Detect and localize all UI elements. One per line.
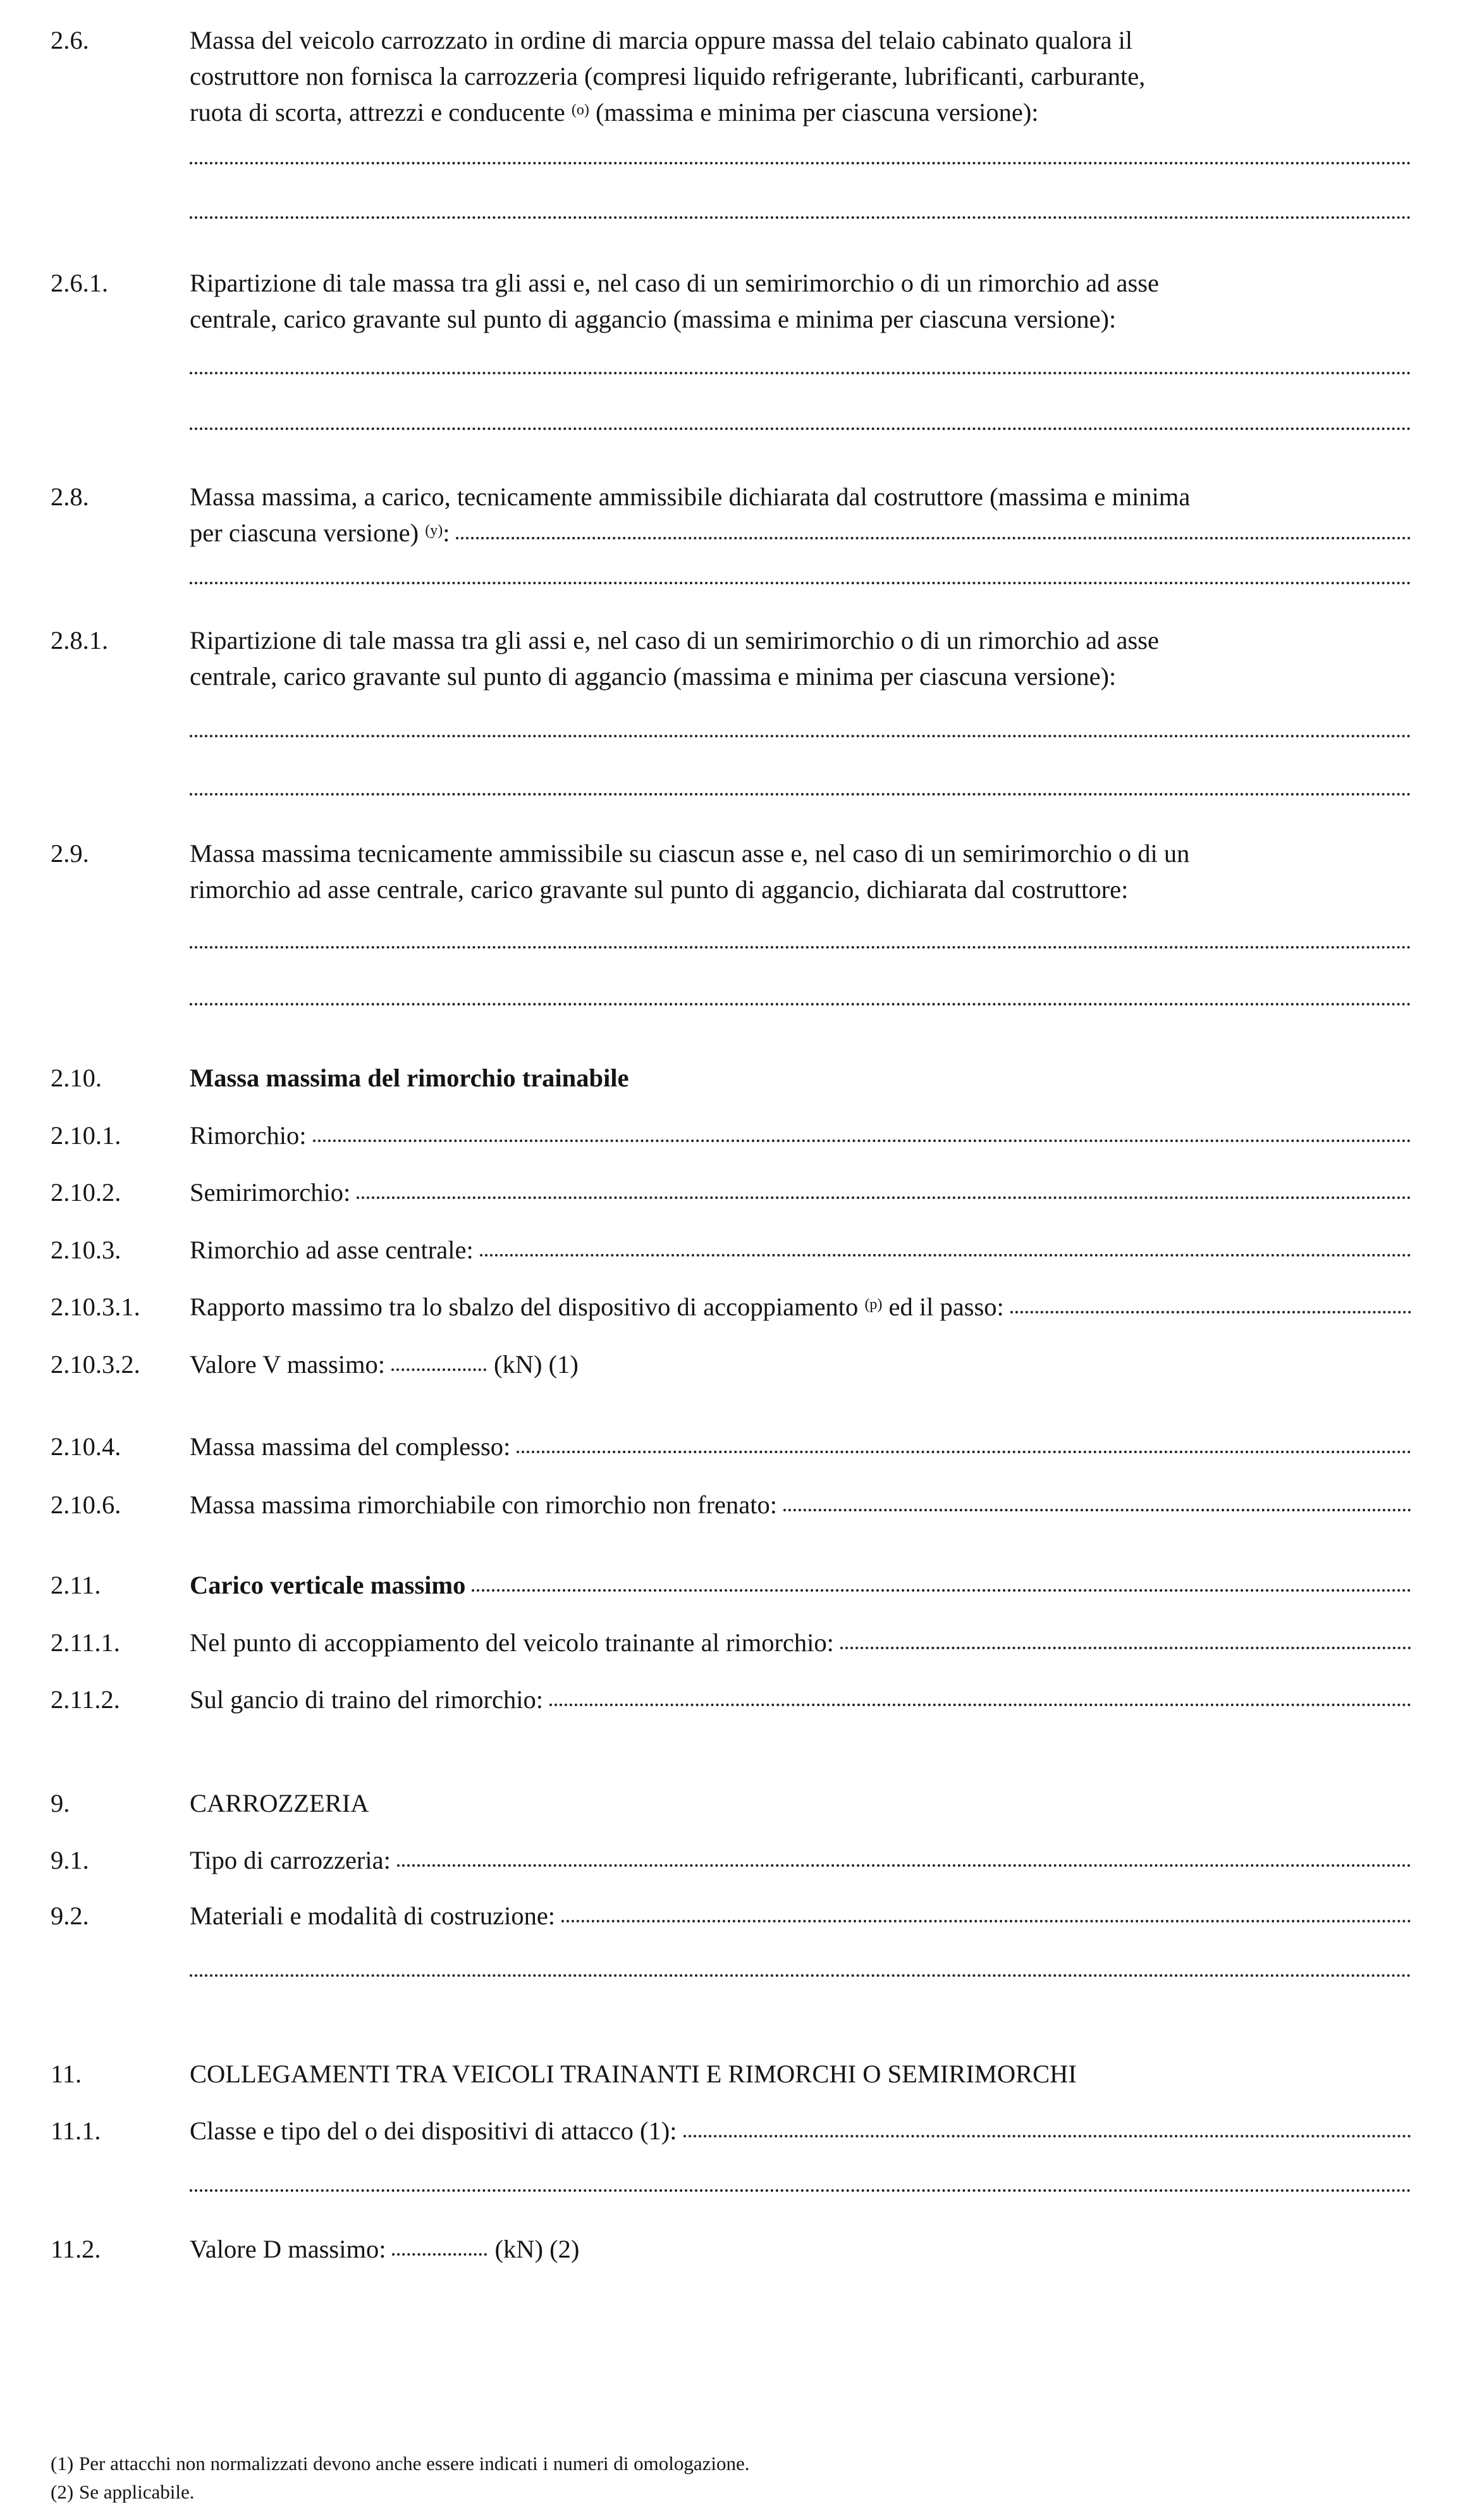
- section-text: rimorchio ad asse centrale, carico gravante sul punto di aggancio, dichiarata dal costruttore:: [190, 875, 1129, 904]
- footnote-mark: (2): [51, 2481, 74, 2503]
- fill-in-line[interactable]: [190, 372, 1411, 374]
- item-row: [190, 2237, 1411, 2263]
- item-label: Materiali e modalità di costruzione:: [190, 1902, 556, 1930]
- unit: (kN): [494, 1350, 542, 1379]
- item-label: Massa massima del complesso:: [190, 1432, 511, 1461]
- item-number: 2.11.: [51, 1571, 101, 1599]
- footnote: [51, 2482, 195, 2502]
- fill-in-line[interactable]: [392, 2253, 487, 2256]
- fill-in-line[interactable]: [190, 216, 1411, 219]
- item-row: [190, 1848, 1411, 1874]
- section-text: Massa del veicolo carrozzato in ordine di marcia oppure massa del telaio cabinato qualora il: [190, 26, 1133, 54]
- fill-in-line[interactable]: [472, 1589, 1411, 1592]
- reference-mark: (1): [548, 1350, 579, 1379]
- fill-in-line[interactable]: [561, 1920, 1411, 1922]
- item-label: Valore V massimo:: [190, 1350, 385, 1379]
- item-number: 9.: [51, 1789, 70, 1817]
- fill-in-line[interactable]: [549, 1704, 1411, 1706]
- section-text: Ripartizione di tale massa tra gli assi e, nel caso di un semirimorchio o di un rimorchio ad asse: [190, 626, 1159, 655]
- item-number: 2.10.6.: [51, 1490, 121, 1519]
- section-number: 2.6.: [51, 26, 89, 54]
- item-heading: Carico verticale massimo: [190, 1571, 466, 1599]
- item-row: [190, 1687, 1411, 1713]
- fill-in-line[interactable]: [190, 2189, 1411, 2192]
- section-text: centrale, carico gravante sul punto di aggancio (massima e minima per ciascuna versione):: [190, 662, 1117, 691]
- footnote-text: Per attacchi non normalizzati devono anche essere indicati i numeri di omologazione.: [79, 2452, 750, 2474]
- section-text: Massa massima, a carico, tecnicamente ammissibile dichiarata dal costruttore (massima e minima: [190, 482, 1191, 511]
- section-number: 2.6.1.: [51, 269, 109, 297]
- item-label-part: :: [670, 2117, 677, 2145]
- item-number: 2.10.2.: [51, 1178, 121, 1207]
- item-label: [190, 1294, 1004, 1320]
- fill-in-line[interactable]: [313, 1140, 1412, 1142]
- item-heading: COLLEGAMENTI TRA VEICOLI TRAINANTI E RIMORCHI O SEMIRIMORCHI: [190, 2060, 1077, 2088]
- section-text: Massa massima tecnicamente ammissibile su ciascun asse e, nel caso di un semirimorchio o di un: [190, 839, 1190, 868]
- footnote-ref: (p): [864, 1296, 883, 1313]
- fill-in-line[interactable]: [357, 1196, 1411, 1199]
- item-label-part: Classe e tipo del o dei dispositivi di attacco: [190, 2117, 634, 2145]
- fill-in-line[interactable]: [480, 1254, 1411, 1257]
- item-number: 2.10.4.: [51, 1432, 121, 1461]
- fill-in-line[interactable]: [1010, 1311, 1411, 1313]
- footnote-mark: (1): [51, 2452, 74, 2474]
- section-row: [190, 520, 1411, 546]
- fill-in-line[interactable]: [840, 1647, 1411, 1649]
- section-number: 2.8.1.: [51, 626, 109, 655]
- fill-in-line[interactable]: [190, 1003, 1411, 1005]
- footnote: [51, 2454, 750, 2473]
- item-label-part: ed il passo:: [888, 1293, 1004, 1321]
- item-number: 2.10.1.: [51, 1121, 121, 1150]
- fill-in-line[interactable]: [190, 427, 1411, 430]
- item-row: [190, 1352, 1411, 1378]
- fill-in-line[interactable]: [391, 1368, 486, 1371]
- item-number: 2.11.2.: [51, 1685, 120, 1714]
- section-text: costruttore non fornisca la carrozzeria (compresi liquido refrigerante, lubrificanti, carburante,: [190, 62, 1146, 90]
- item-label: Valore D massimo:: [190, 2235, 386, 2263]
- item-label-part: Rapporto massimo tra lo sbalzo del dispositivo di accoppiamento: [190, 1293, 859, 1321]
- fill-in-line[interactable]: [397, 1864, 1411, 1867]
- item-label: Sul gancio di traino del rimorchio:: [190, 1685, 544, 1714]
- item-label: Rimorchio:: [190, 1121, 307, 1150]
- fill-in-line[interactable]: [190, 735, 1411, 737]
- item-number: 2.10.3.1.: [51, 1293, 140, 1321]
- reference-mark: (2): [549, 2235, 580, 2263]
- reference-mark: (1): [640, 2117, 670, 2145]
- fill-in-line[interactable]: [190, 582, 1411, 584]
- fill-in-line[interactable]: [190, 1974, 1411, 1977]
- section-text: [190, 520, 450, 546]
- fill-in-line[interactable]: [783, 1509, 1411, 1511]
- section-number: 2.8.: [51, 482, 89, 511]
- item-number: 11.: [51, 2060, 82, 2088]
- item-row: [190, 1434, 1411, 1460]
- section-text: centrale, carico gravante sul punto di aggancio (massima e minima per ciascuna versione):: [190, 305, 1117, 333]
- unit: (kN): [494, 2235, 543, 2263]
- section-text: [190, 100, 1411, 126]
- item-row: [190, 1238, 1411, 1263]
- unit-label: [494, 1352, 579, 1378]
- item-number: 2.10.3.: [51, 1236, 121, 1264]
- item-row: [190, 1630, 1411, 1656]
- item-row: [190, 1573, 1411, 1599]
- item-number: 9.2.: [51, 1902, 89, 1930]
- unit-label: [494, 2237, 579, 2263]
- item-label: Nel punto di accoppiamento del veicolo trainante al rimorchio:: [190, 1628, 834, 1657]
- section-text-part: ruota di scorta, attrezzi e conducente: [190, 98, 565, 126]
- section-text-part: (massima e minima per ciascuna versione):: [595, 98, 1039, 126]
- fill-in-line[interactable]: [517, 1451, 1411, 1453]
- section-text-part: :: [443, 519, 450, 547]
- item-row: [190, 1294, 1411, 1320]
- fill-in-line[interactable]: [190, 793, 1411, 796]
- item-heading: Massa massima del rimorchio trainabile: [190, 1064, 629, 1092]
- footnote-ref: (y): [425, 522, 443, 539]
- section-text: Ripartizione di tale massa tra gli assi e, nel caso di un semirimorchio o di un rimorchio ad asse: [190, 269, 1159, 297]
- item-number: 11.1.: [51, 2117, 101, 2145]
- item-row: [190, 1492, 1411, 1518]
- section-text-part: per ciascuna versione): [190, 519, 419, 547]
- item-label: [190, 2118, 677, 2144]
- item-row: [190, 1123, 1411, 1149]
- fill-in-line[interactable]: [190, 946, 1411, 949]
- item-number: 2.10.3.2.: [51, 1350, 140, 1379]
- item-number: 9.1.: [51, 1846, 89, 1874]
- item-label: Semirimorchio:: [190, 1178, 351, 1207]
- item-row: [190, 2118, 1411, 2144]
- item-label: Tipo di carrozzeria:: [190, 1846, 391, 1874]
- footnote-ref: (o): [571, 102, 589, 118]
- item-row: [190, 1180, 1411, 1206]
- item-heading: CARROZZERIA: [190, 1789, 369, 1817]
- section-number: 2.9.: [51, 839, 89, 868]
- fill-in-line[interactable]: [190, 162, 1411, 164]
- item-label: Rimorchio ad asse centrale:: [190, 1236, 474, 1264]
- item-number: 2.10.: [51, 1064, 102, 1092]
- item-label: Massa massima rimorchiabile con rimorchio non frenato:: [190, 1490, 777, 1519]
- item-number: 11.2.: [51, 2235, 101, 2263]
- fill-in-line[interactable]: [683, 2135, 1412, 2137]
- fill-in-line[interactable]: [456, 537, 1411, 539]
- item-number: 2.11.1.: [51, 1628, 120, 1657]
- item-row: [190, 1903, 1411, 1929]
- footnote-text: Se applicabile.: [79, 2481, 195, 2503]
